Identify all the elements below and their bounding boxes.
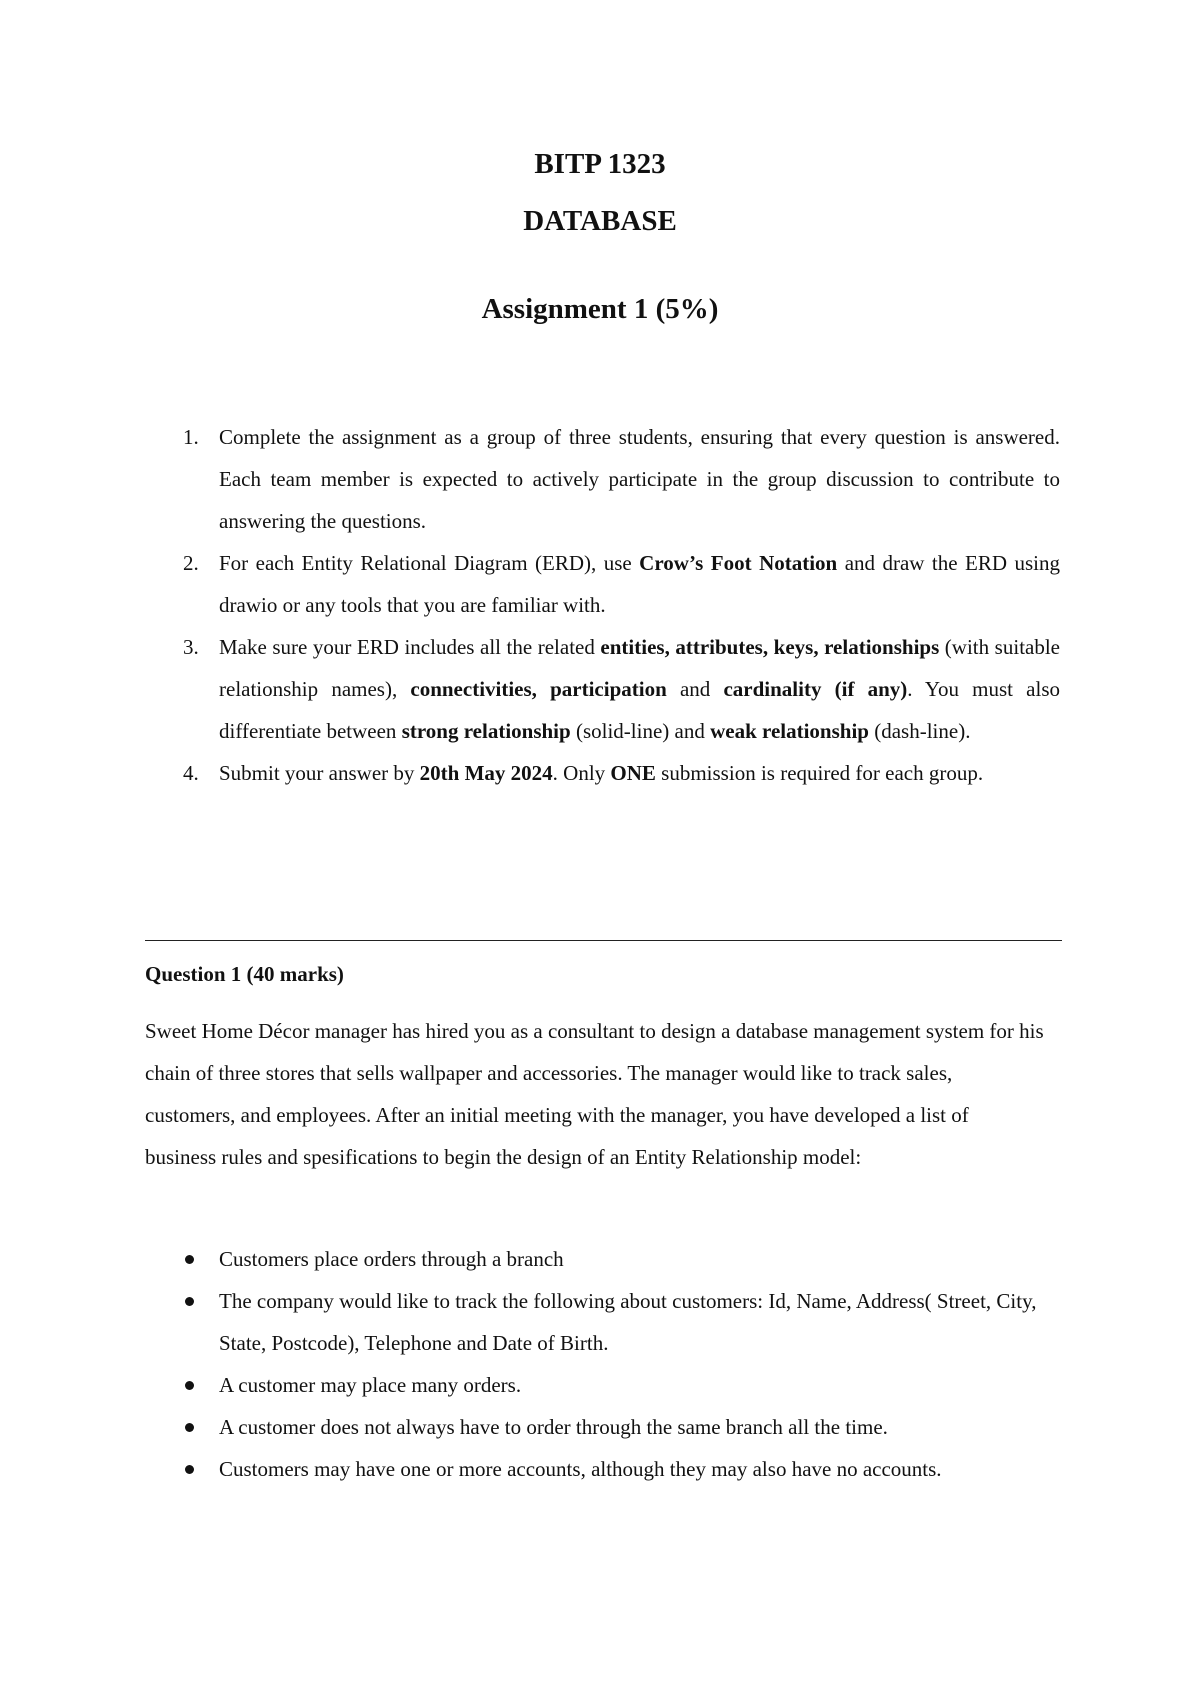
- list-item: [175, 1280, 1070, 1364]
- rule-text: A customer does not always have to order through the same branch all the time.: [219, 1415, 888, 1439]
- instruction-emphasis: strong relationship: [401, 719, 571, 743]
- instruction-text: Complete the assignment as a group of three students, ensuring that every question is answered. Each team member is expected to actively participate in the group discussion to contribute to answering the questions.: [219, 425, 1060, 533]
- rule-text: A customer may place many orders.: [219, 1373, 522, 1397]
- assignment-title: Assignment 1 (5%): [481, 293, 719, 325]
- instruction-emphasis: connectivities, participation: [410, 677, 667, 701]
- instruction-emphasis: Crow’s Foot Notation: [639, 551, 838, 575]
- instruction-number: 3.: [183, 635, 199, 659]
- bullet-icon: [185, 1423, 194, 1432]
- rule-text: Customers place orders through a branch: [219, 1247, 564, 1271]
- list-item: [175, 1364, 1070, 1406]
- instruction-text: (solid-line) and: [570, 719, 711, 743]
- instruction-text: For each Entity Relational Diagram (ERD), use: [219, 551, 640, 575]
- instruction-emphasis: cardinality (if any): [723, 677, 908, 701]
- list-item: [175, 1238, 1070, 1280]
- bullet-icon: [185, 1465, 194, 1474]
- bullet-icon: [185, 1255, 194, 1264]
- instruction-emphasis: ONE: [610, 761, 656, 785]
- instruction-text: (dash-line).: [868, 719, 971, 743]
- instruction-emphasis: 20th May 2024: [419, 761, 553, 785]
- instruction-emphasis: entities, attributes, keys, relationships: [600, 635, 940, 659]
- business-rules-list: [175, 1238, 1070, 1490]
- course-code: BITP 1323: [534, 148, 666, 180]
- question-paragraph: Sweet Home Décor manager has hired you as a consultant to design a database management system for his chain of three stores that sells wallpaper and accessories. The manager would like to track sales, customers, and employees. After an initial meeting with the manager, you have developed a list of business rules and spesifications to begin the design of an Entity Relationship model:: [145, 1019, 1044, 1169]
- instruction-number: 2.: [183, 551, 199, 575]
- rule-text: The company would like to track the following about customers: Id, Name, Address( Street, City, State, Postcode), Telephone and Date of Birth.: [219, 1289, 1037, 1355]
- bullet-icon: [185, 1297, 194, 1306]
- instruction-number: 1.: [183, 425, 199, 449]
- instruction-emphasis: weak relationship: [710, 719, 869, 743]
- instruction-item: [175, 542, 1060, 626]
- list-item: [175, 1448, 1070, 1490]
- instructions-list: [175, 416, 1060, 794]
- section-divider: [145, 940, 1062, 941]
- instruction-item: [175, 626, 1060, 752]
- instruction-item: [175, 752, 1060, 794]
- course-name: DATABASE: [523, 205, 677, 237]
- instruction-text: Make sure your ERD includes all the related: [219, 635, 601, 659]
- rule-text: Customers may have one or more accounts, although they may also have no accounts.: [219, 1457, 942, 1481]
- instruction-text: and draw the ERD using drawio or any tools that you are familiar with.: [219, 551, 1060, 617]
- bullet-icon: [185, 1381, 194, 1390]
- instruction-item: [175, 416, 1060, 542]
- question-heading: Question 1 (40 marks): [145, 962, 344, 986]
- list-item: [175, 1406, 1070, 1448]
- instruction-text: and: [666, 677, 724, 701]
- instruction-text: submission is required for each group.: [655, 761, 984, 785]
- instruction-number: 4.: [183, 761, 199, 785]
- instruction-text: . Only: [552, 761, 611, 785]
- instruction-text: . You must also differentiate between: [219, 677, 1060, 743]
- instruction-text: Submit your answer by: [219, 761, 420, 785]
- instruction-text: (with suitable relationship names),: [219, 635, 1061, 701]
